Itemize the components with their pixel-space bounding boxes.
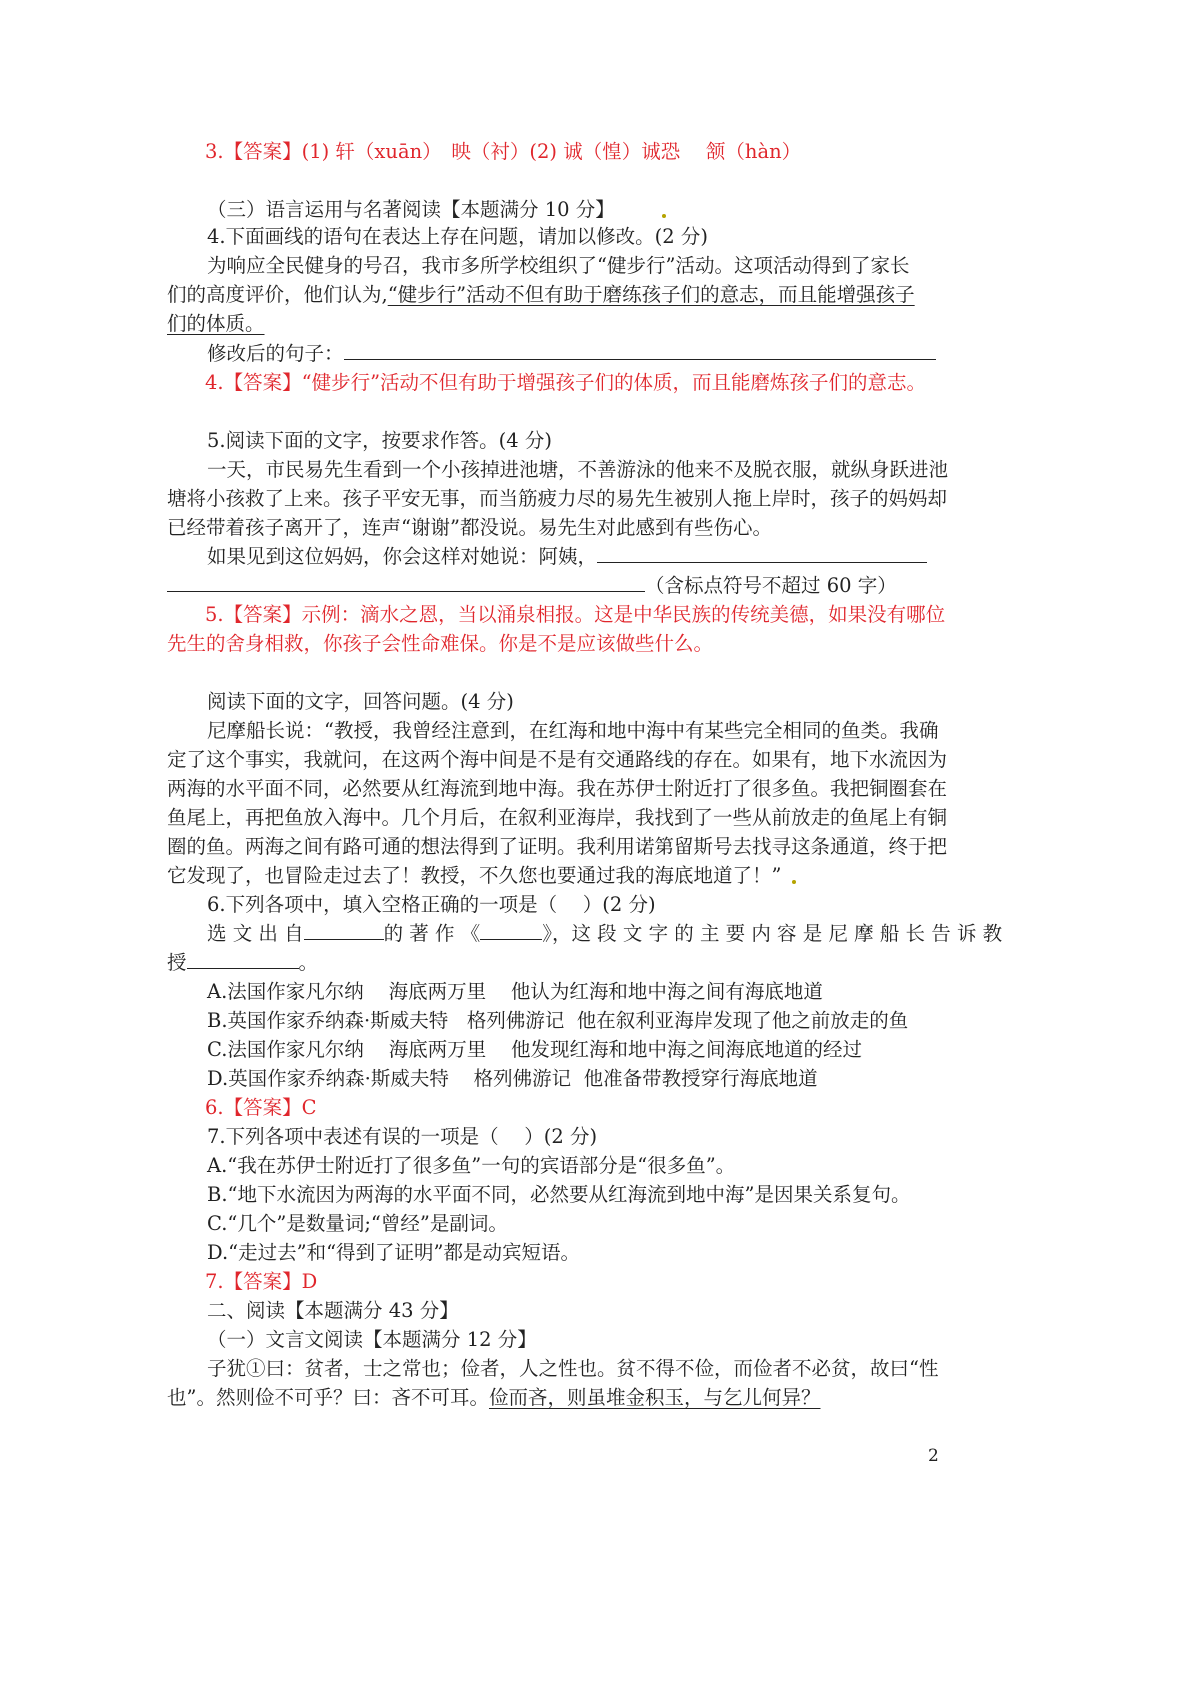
answer-blank[interactable] <box>187 950 299 969</box>
underlined-sentence: 们的体质。 <box>167 312 265 335</box>
reading-line: 两海的水平面不同，必然要从红海流到地中海。我在苏伊士附近打了很多鱼。我把铜圈套在 <box>167 777 948 800</box>
q6-stem: 6.下列各项中，填入空格正确的一项是（ ）(2 分) <box>207 893 656 916</box>
stray-dot <box>662 214 666 218</box>
underlined-sentence: “健步行”活动不但有助于磨练孩子们的意志，而且能增强孩子 <box>387 283 915 306</box>
q4-answer: 4.【答案】“健步行”活动不但有助于增强孩子们的体质，而且能磨炼孩子们的意志。 <box>205 371 927 394</box>
classical-line: 也”。然则俭不可乎？曰：吝不可耳。俭而吝，则虽堆金积玉，与乞儿何异？ <box>167 1386 821 1409</box>
q5-paragraph-line: 已经带着孩子离开了，连声“谢谢”都没说。易先生对此感到有些伤心。 <box>167 516 772 539</box>
classical-line: 子犹①曰：贫者，士之常也；俭者，人之性也。贫不得不俭，而俭者不必贫，故曰“性 <box>207 1357 939 1380</box>
q6-fill-line: 授 。 <box>167 951 319 974</box>
q7-stem: 7.下列各项中表述有误的一项是（ ）(2 分) <box>207 1125 598 1148</box>
q4-paragraph-line: 们的高度评价，他们认为,“健步行”活动不但有助于磨练孩子们的意志，而且能增强孩子 <box>167 283 915 306</box>
q5-limit-line: （含标点符号不超过 60 字） <box>167 572 897 600</box>
q4-stem: 4.下面画线的语句在表达上存在问题，请加以修改。(2 分) <box>207 225 708 248</box>
reading-line: 尼摩船长说：“教授，我曾经注意到，在红海和地中海中有某些完全相同的鱼类。我确 <box>207 719 939 742</box>
q7-option: D.“走过去”和“得到了证明”都是动宾短语。 <box>207 1241 581 1264</box>
underlined-sentence: 俭而吝，则虽堆金积玉，与乞儿何异？ <box>488 1386 821 1409</box>
section3-title: （三）语言运用与名著阅读【本题满分 10 分】 <box>207 198 615 221</box>
q4-revise-line: 修改后的句子： <box>207 340 936 368</box>
q6-option: C.法国作家凡尔纳 海底两万里 他发现红海和地中海之间海底地道的经过 <box>207 1038 863 1061</box>
q7-answer: 7.【答案】D <box>205 1270 318 1293</box>
part2-title: 二、阅读【本题满分 43 分】 <box>207 1299 459 1322</box>
answer-blank[interactable] <box>480 921 542 940</box>
q7-option: C.“几个”是数量词;“曾经”是副词。 <box>207 1212 508 1235</box>
q6-fill-line: 选 文 出 自 的 著 作 《 》，这 段 文 字 的 主 要 内 容 是 尼 摩 船 长 告 诉 教 <box>207 922 1003 945</box>
q3-answer: 3.【答案】(1) 轩（xuān） 映（衬）(2) 诚（惶）诚恐 颔（hàn） <box>205 140 802 163</box>
page-number: 2 <box>928 1446 939 1466</box>
q5-paragraph-line: 一天，市民易先生看到一个小孩掉进池塘，不善游泳的他来不及脱衣服，就纵身跃进池 <box>207 458 949 481</box>
q6-option: B.英国作家乔纳森·斯威夫特 格列佛游记 他在叙利亚海岸发现了他之前放走的鱼 <box>207 1009 909 1032</box>
answer-blank[interactable] <box>344 341 936 360</box>
q6-option: D.英国作家乔纳森·斯威夫特 格列佛游记 他准备带教授穿行海底地道 <box>207 1067 818 1090</box>
q6-answer: 6.【答案】C <box>205 1096 317 1119</box>
q5-answer: 先生的舍身相救，你孩子会性命难保。你是不是应该做些什么。 <box>167 632 714 655</box>
q5-paragraph-line: 塘将小孩救了上来。孩子平安无事，而当筋疲力尽的易先生被别人拖上岸时，孩子的妈妈却 <box>167 487 948 510</box>
q7-option: A.“我在苏伊士附近打了很多鱼”一句的宾语部分是“很多鱼”。 <box>207 1154 736 1177</box>
q7-option: B.“地下水流因为两海的水平面不同，必然要从红海流到地中海”是因果关系复句。 <box>207 1183 911 1206</box>
reading-line: 定了这个事实，我就问，在这两个海中间是不是有交通路线的存在。如果有，地下水流因为 <box>167 748 948 771</box>
answer-blank[interactable] <box>304 921 384 940</box>
reading-line: 圈的鱼。两海之间有路可通的想法得到了证明。我利用诺第留斯号去找寻这条通道，终于把 <box>167 835 948 858</box>
reading-line: 它发现了，也冒险走过去了！教授，不久您也要通过我的海底地道了！” <box>167 864 782 887</box>
reading-stem: 阅读下面的文字，回答问题。(4 分) <box>207 690 514 713</box>
stray-dot <box>792 880 796 884</box>
q5-prompt-line: 如果见到这位妈妈，你会这样对她说：阿姨， <box>207 543 927 571</box>
q4-paragraph-line: 为响应全民健身的号召，我市多所学校组织了“健步行”活动。这项活动得到了家长 <box>207 254 910 277</box>
sub1-title: （一）文言文阅读【本题满分 12 分】 <box>207 1328 537 1351</box>
q5-answer: 5.【答案】示例：滴水之恩，当以涌泉相报。这是中华民族的传统美德，如果没有哪位 <box>205 603 946 626</box>
answer-blank[interactable] <box>597 544 927 563</box>
answer-blank[interactable] <box>167 573 645 592</box>
reading-line: 鱼尾上，再把鱼放入海中。几个月后，在叙利亚海岸，我找到了一些从前放走的鱼尾上有铜 <box>167 806 948 829</box>
q5-stem: 5.阅读下面的文字，按要求作答。(4 分) <box>207 429 552 452</box>
q6-option: A.法国作家凡尔纳 海底两万里 他认为红海和地中海之间有海底地道 <box>207 980 823 1003</box>
